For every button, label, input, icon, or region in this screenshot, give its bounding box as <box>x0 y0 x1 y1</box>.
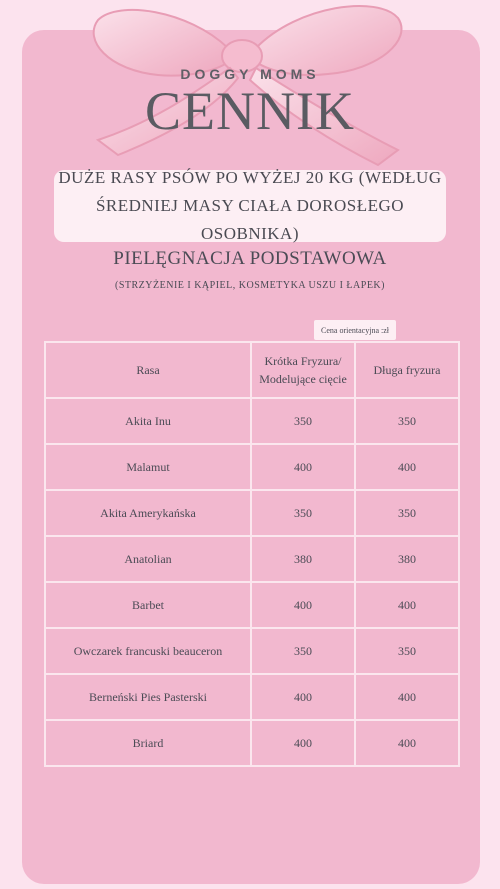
long-price-cell: 400 <box>355 720 459 766</box>
breed-cell: Malamut <box>45 444 251 490</box>
table-header-row <box>45 342 459 398</box>
short-price-cell: 350 <box>251 398 355 444</box>
long-price-cell: 350 <box>355 490 459 536</box>
column-header-breed: Rasa <box>45 342 251 398</box>
short-price-cell: 350 <box>251 628 355 674</box>
long-price-cell: 350 <box>355 398 459 444</box>
column-header-long-cut: Długa fryzura <box>355 342 459 398</box>
section-title: PIELĘGNACJA PODSTAWOWA <box>113 248 387 269</box>
breed-cell: Akita Inu <box>45 398 251 444</box>
short-price-cell: 400 <box>251 582 355 628</box>
heading-line-2: ŚREDNIEJ MASY CIAŁA DOROSŁEGO OSOBNIKA) <box>95 196 405 243</box>
column-header-short-line-1: Krótka Fryzura/ <box>264 354 342 368</box>
breed-cell: Barbet <box>45 582 251 628</box>
breed-cell: Anatolian <box>45 536 251 582</box>
short-price-cell: 400 <box>251 674 355 720</box>
heading-line-1: DUŻE RASY PSÓW PO WYŻEJ 20 KG (WEDŁUG <box>58 168 442 187</box>
price-note: Cena orientacyjna :zł <box>314 320 396 340</box>
table-row <box>45 720 459 766</box>
table-row <box>45 398 459 444</box>
breed-cell: Akita Amerykańska <box>45 490 251 536</box>
short-price-cell: 380 <box>251 536 355 582</box>
long-price-cell: 400 <box>355 582 459 628</box>
price-table <box>44 341 460 767</box>
short-price-cell: 400 <box>251 444 355 490</box>
long-price-cell: 380 <box>355 536 459 582</box>
table-row <box>45 582 459 628</box>
breed-cell: Owczarek francuski beauceron <box>45 628 251 674</box>
size-category-heading <box>54 170 446 242</box>
table-row <box>45 628 459 674</box>
breed-cell: Briard <box>45 720 251 766</box>
brand-name: DOGGY MOMS <box>180 66 320 82</box>
page-title: CENNIK <box>145 81 355 141</box>
section-subtitle: (STRZYŻENIE I KĄPIEL, KOSMETYKA USZU I ŁAPEK) <box>115 280 385 291</box>
column-header-short-cut <box>251 342 355 398</box>
short-price-cell: 400 <box>251 720 355 766</box>
table-row <box>45 536 459 582</box>
long-price-cell: 350 <box>355 628 459 674</box>
table-row <box>45 444 459 490</box>
table-row <box>45 674 459 720</box>
breed-cell: Berneński Pies Pasterski <box>45 674 251 720</box>
column-header-short-line-2: Modelujące cięcie <box>259 372 347 386</box>
table-row <box>45 490 459 536</box>
short-price-cell: 350 <box>251 490 355 536</box>
long-price-cell: 400 <box>355 444 459 490</box>
long-price-cell: 400 <box>355 674 459 720</box>
